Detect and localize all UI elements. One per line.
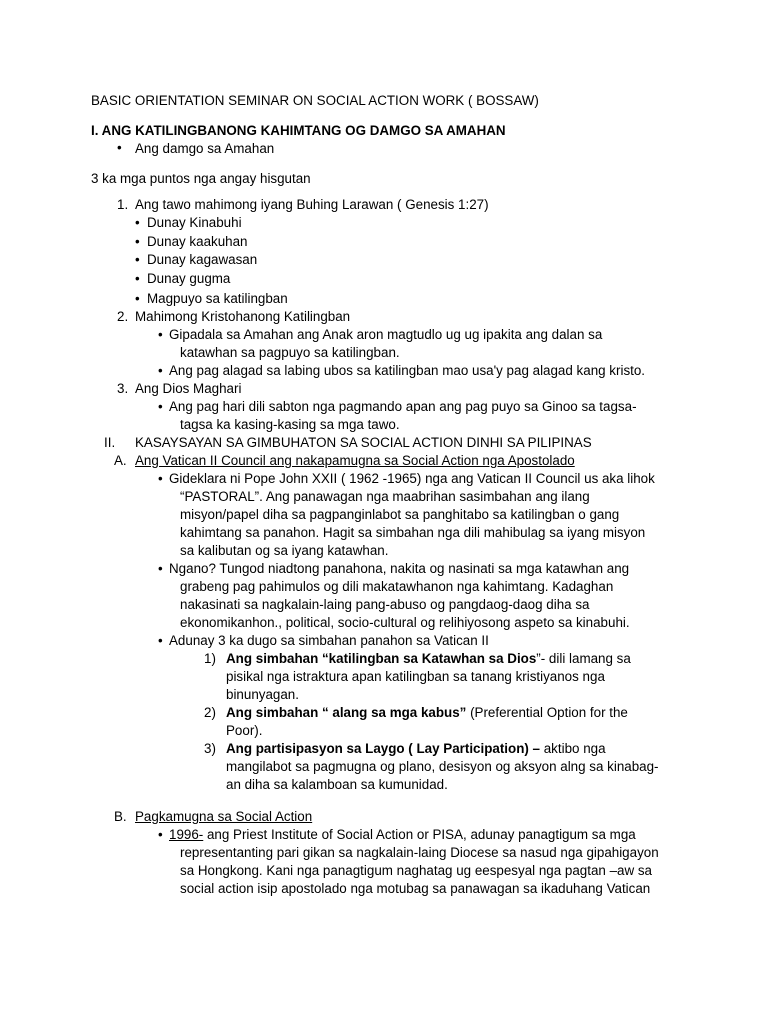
list-item: Gipadala sa Amahan ang Anak aron magtudlo ug ug ipakita ang dalan sa bbox=[169, 327, 603, 342]
section-2-number: II. bbox=[104, 435, 116, 450]
bullet-icon: • bbox=[135, 291, 140, 306]
paragraph-line: sa kalibutan og sa iyang katawhan. bbox=[180, 543, 389, 558]
subsection-b-letter: B. bbox=[114, 809, 127, 824]
paragraph-line: grabeng pag pahimulos og dili makatawhanon nga kahimtang. Kadaghan bbox=[180, 579, 614, 594]
list-item: Ang pag alagad sa labing ubos sa katilingban mao usa'y pag alagad kang kristo. bbox=[169, 363, 646, 378]
bullet-icon: • bbox=[158, 633, 163, 648]
sub-item-2-number: 2) bbox=[204, 705, 216, 720]
list-item: Dunay kaakuhan bbox=[147, 234, 248, 249]
item-1-text: Ang tawo mahimong iyang Buhing Larawan ( Genesis 1:27) bbox=[135, 197, 489, 212]
list-item-continuation: tagsa ka kasing-kasing sa mga tawo. bbox=[180, 417, 400, 432]
paragraph-line: social action isip apostolado nga motubag sa panawagan sa ikaduhang Vatican bbox=[180, 881, 651, 896]
paragraph-line: nakasinati sa nagkalain-laing pang-abuso og pangdaog-daog diha sa bbox=[180, 597, 590, 612]
sub-item-2-rest: (Preferential Option for the bbox=[466, 705, 628, 720]
paragraph-line: Gideklara ni Pope John XXII ( 1962 -1965) nga ang Vatican II Council us aka lihok bbox=[169, 471, 655, 486]
subsection-a-letter: A. bbox=[114, 453, 127, 468]
item-2-text: Mahimong Kristohanong Katilingban bbox=[135, 309, 351, 324]
sub-item-1-number: 1) bbox=[204, 651, 216, 666]
document-title: BASIC ORIENTATION SEMINAR ON SOCIAL ACTION WORK ( BOSSAW) bbox=[91, 93, 539, 108]
paragraph-line: mangilabot sa pagmugna og plano, desisyon og aksyon alng sa kinabag- bbox=[226, 759, 659, 774]
paragraph-line: representanting pari gikan sa nagkalain-laing Diocese sa nasud nga gipahigayon bbox=[180, 845, 659, 860]
sub-item-3-text bbox=[226, 740, 606, 758]
paragraph-line bbox=[169, 826, 636, 844]
bullet-icon: • bbox=[158, 561, 163, 576]
paragraph-line: an diha sa kalamboan sa kumunidad. bbox=[226, 777, 448, 792]
bullet-icon: • bbox=[135, 215, 140, 230]
subsection-a-heading: Ang Vatican II Council ang nakapamugna sa Social Action nga Apostolado bbox=[135, 453, 575, 468]
item-3-number: 3. bbox=[117, 381, 129, 396]
paragraph-line: Poor). bbox=[226, 723, 263, 738]
list-item: Dunay kagawasan bbox=[147, 252, 258, 267]
section-1-heading: I. ANG KATILINGBANONG KAHIMTANG OG DAMGO SA AMAHAN bbox=[91, 123, 506, 138]
section-2-heading: KASAYSAYAN SA GIMBUHATON SA SOCIAL ACTION DINHI SA PILIPINAS bbox=[135, 435, 592, 450]
sub-item-1-rest: ”- dili lamang sa bbox=[536, 651, 631, 666]
list-item: Ang pag hari dili sabton nga pagmando apan ang pag puyo sa Ginoo sa tagsa- bbox=[169, 399, 637, 414]
sub-item-3-bold: Ang partisipasyon sa Laygo ( Lay Participation) – bbox=[226, 741, 541, 756]
bullet-icon: • bbox=[135, 271, 140, 286]
bullet-icon: • bbox=[135, 252, 140, 267]
list-item-continuation: katawhan sa pagpuyo sa katilingban. bbox=[180, 345, 400, 360]
paragraph-line: sa Hongkong. Kani nga panagtigum naghatag ug eespesyal nga pagtan –aw sa bbox=[180, 863, 653, 878]
paragraph-text: ang Priest Institute of Social Action or PISA, adunay panagtigum sa mga bbox=[203, 827, 636, 842]
item-1-number: 1. bbox=[117, 197, 129, 212]
item-2-number: 2. bbox=[117, 309, 129, 324]
section-1-bullet: Ang damgo sa Amahan bbox=[135, 141, 275, 156]
list-item: Dunay Kinabuhi bbox=[147, 215, 242, 230]
list-item: Dunay gugma bbox=[147, 271, 231, 286]
bullet-icon: • bbox=[158, 399, 163, 414]
paragraph-line: “PASTORAL”. Ang panawagan nga maabrihan sasimbahan ang ilang bbox=[180, 489, 590, 504]
paragraph-line: Adunay 3 ka dugo sa simbahan panahon sa Vatican II bbox=[169, 633, 489, 648]
bullet-icon: • bbox=[158, 363, 163, 378]
paragraph-line: binunyagan. bbox=[226, 687, 299, 702]
sub-item-1-text bbox=[226, 650, 631, 668]
sub-item-2-bold: Ang simbahan “ alang sa mga kabus” bbox=[226, 705, 467, 720]
subsection-b-heading: Pagkamugna sa Social Action bbox=[135, 809, 313, 824]
paragraph-line: ekonomikanhon., political, socio-cultural og relihiyosong aspeto sa kinabuhi. bbox=[180, 615, 630, 630]
year-label: 1996- bbox=[169, 827, 204, 842]
bullet-icon: • bbox=[158, 471, 163, 486]
bullet-icon: • bbox=[135, 234, 140, 249]
list-item: Magpuyo sa katilingban bbox=[147, 291, 288, 306]
paragraph-line: pisikal nga istraktura apan katilingban sa tanang kristiyanos nga bbox=[226, 669, 605, 684]
paragraph-line: kahimtang sa panahon. Hagit sa simbahan nga dili mahibulag sa iyang misyon bbox=[180, 525, 646, 540]
item-3-text: Ang Dios Maghari bbox=[135, 381, 242, 396]
sub-item-3-rest: aktibo nga bbox=[540, 741, 606, 756]
paragraph-line: Ngano? Tungod niadtong panahona, nakita og nasinati sa mga katawhan ang bbox=[169, 561, 630, 576]
paragraph-line: misyon/papel diha sa pagpanginlabot sa panghitabo sa katilingban o gang bbox=[180, 507, 620, 522]
bullet-icon: • bbox=[117, 140, 122, 155]
sub-item-1-bold: Ang simbahan “katilingban sa Katawhan sa Dios bbox=[226, 651, 537, 666]
sub-item-3-number: 3) bbox=[204, 741, 216, 756]
intro-text: 3 ka mga puntos nga angay hisgutan bbox=[91, 171, 311, 186]
bullet-icon: • bbox=[158, 827, 163, 842]
bullet-icon: • bbox=[158, 327, 163, 342]
sub-item-2-text bbox=[226, 704, 628, 722]
